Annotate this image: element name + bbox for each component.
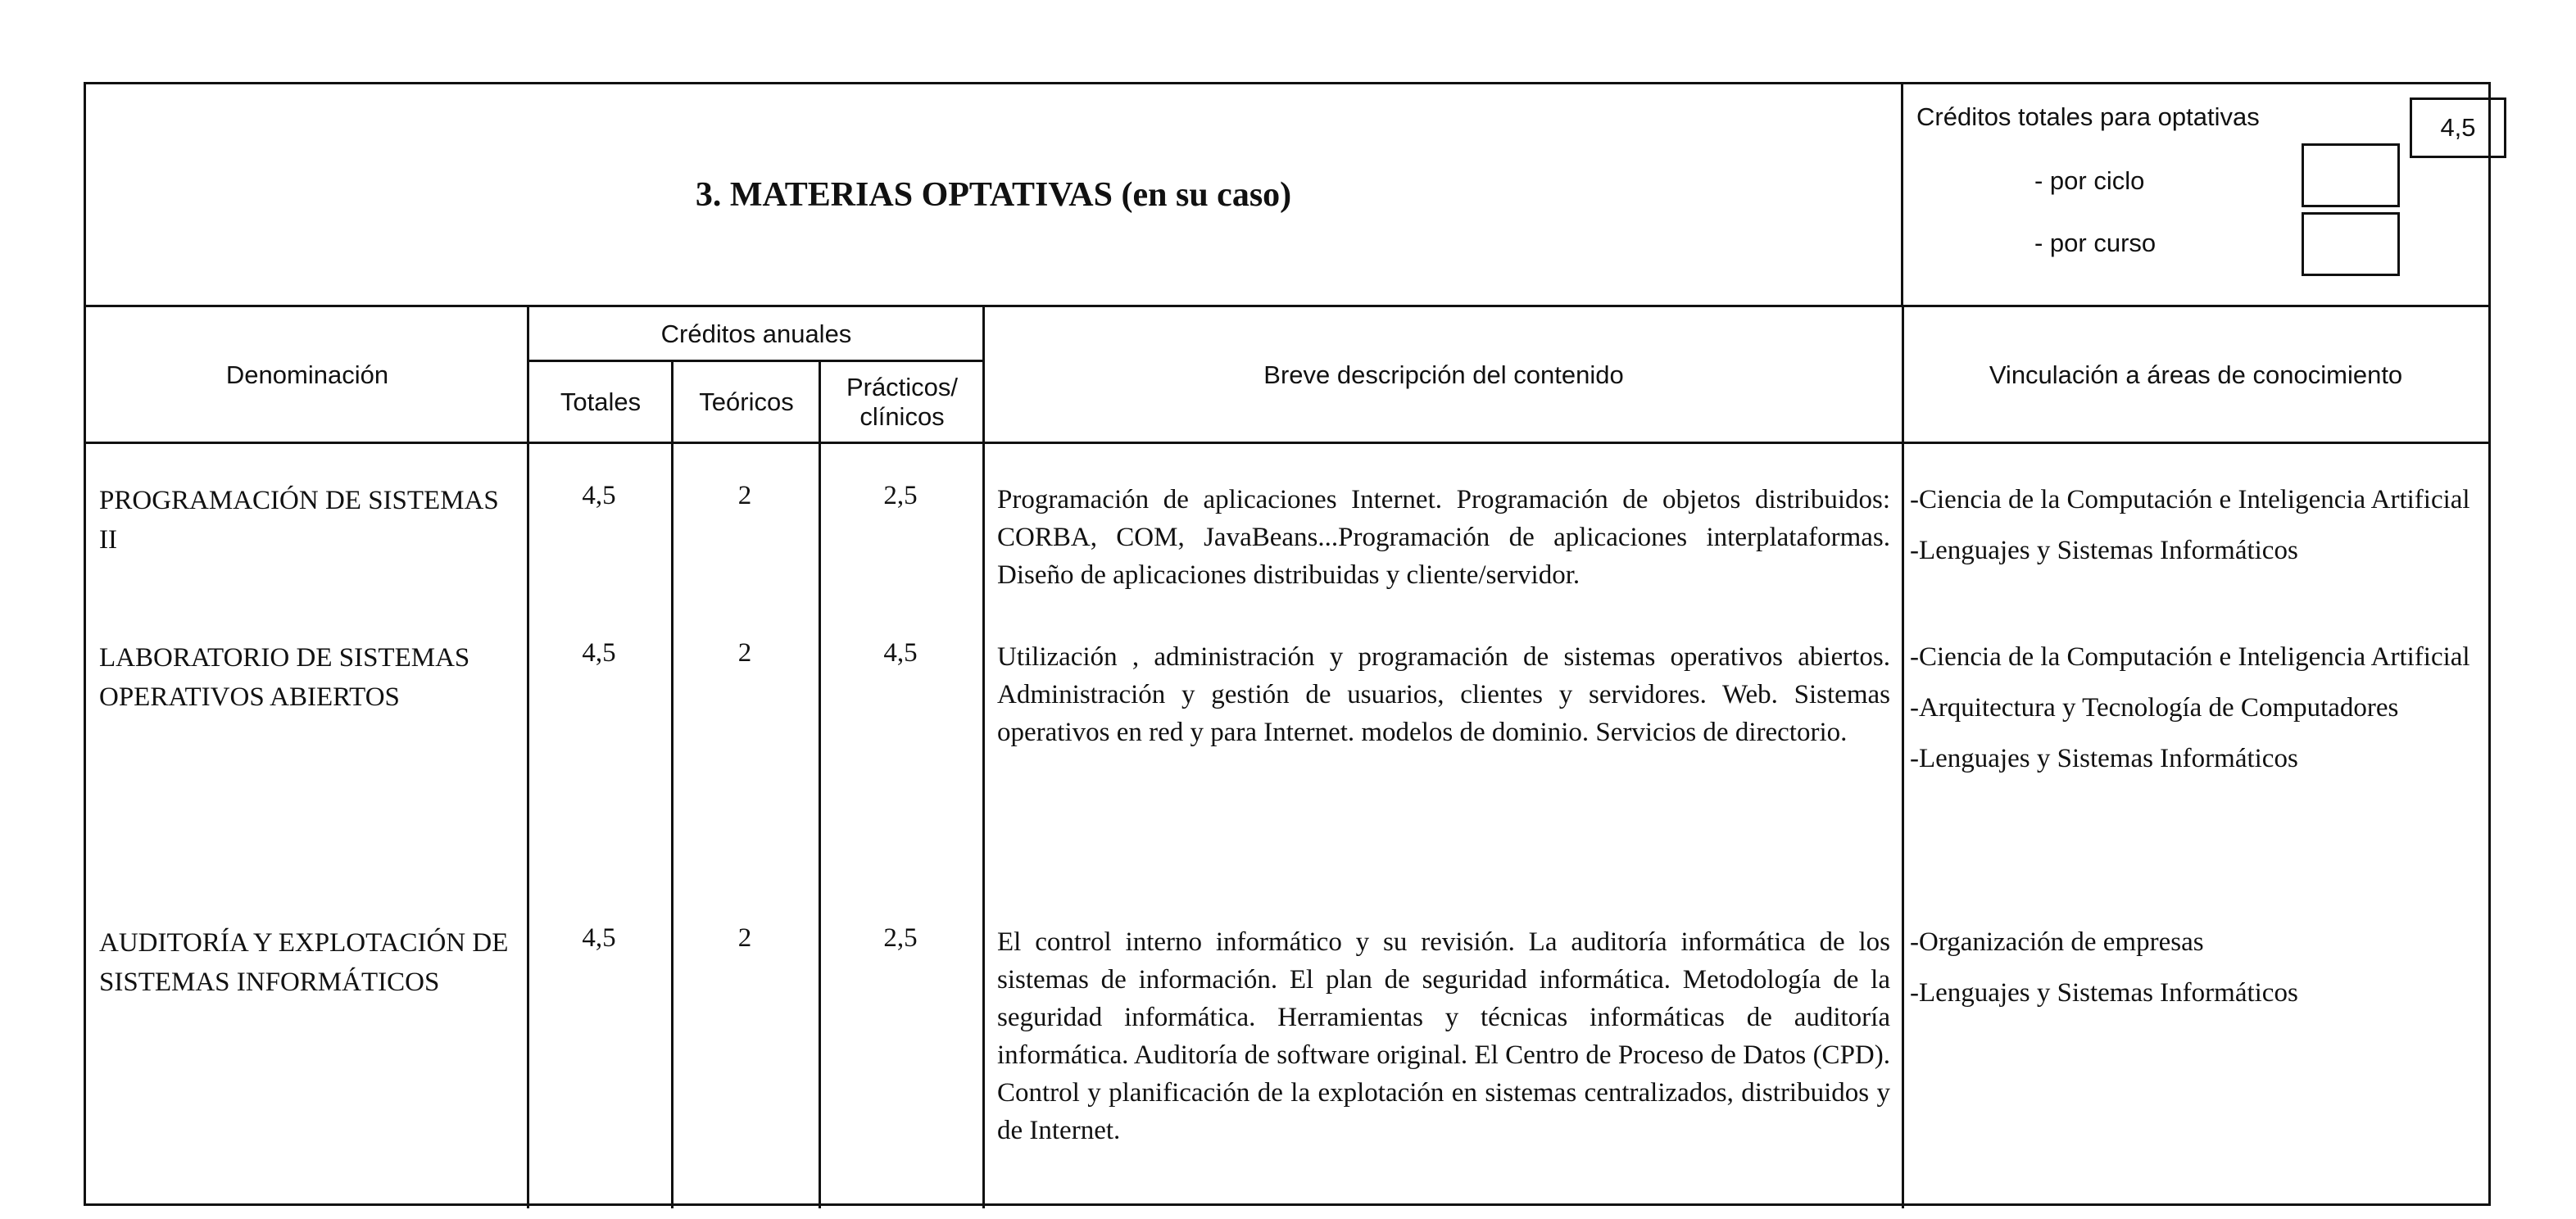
credits-group-label: Créditos anuales: [660, 319, 852, 348]
divider: [671, 360, 673, 1208]
credits-total-box: [2410, 97, 2506, 158]
column-header-totals: [528, 361, 673, 443]
divider: [982, 307, 985, 1208]
area-item: -Ciencia de la Computación e Inteligencia Artificial: [1910, 485, 2470, 514]
table-row-name: LABORATORIO DE SISTEMAS OPERATIVOS ABIERTOS: [99, 643, 470, 712]
row-practical: 2,5: [883, 923, 918, 953]
row-areas: [1910, 481, 2475, 582]
table-row-name: PROGRAMACIÓN DE SISTEMAS II: [99, 486, 499, 555]
area-item: -Ciencia de la Computación e Inteligencia Artificial: [1910, 642, 2470, 672]
area-item: -Lenguajes y Sistemas Informáticos: [1910, 744, 2298, 773]
row-totals: 4,5: [582, 923, 616, 953]
row-areas: [1910, 638, 2475, 791]
row-description: Programación de aplicaciones Internet. Programación de objetos distribuidos: CORBA, COM, JavaBeans...Programación de aplicaciones interplataformas. Diseño de aplicaciones distribuidas y cliente/servidor.: [997, 485, 1890, 590]
optional-subjects-table: [84, 82, 2491, 1206]
per-course-box: [2302, 212, 2400, 276]
credits-total-value: 4,5: [2440, 113, 2476, 142]
row-totals: 4,5: [582, 638, 616, 668]
column-header-areas: [1903, 307, 2488, 443]
row-theory: 2: [737, 638, 752, 668]
row-theory: 2: [737, 481, 752, 510]
row-areas: [1910, 923, 2475, 1025]
per-cycle-box: [2302, 143, 2400, 207]
row-practical: 4,5: [883, 638, 918, 668]
theory-label: Teóricos: [699, 387, 794, 416]
row-description: El control interno informático y su revisión. La auditoría informática de los sistemas de información. El plan de seguridad informática. Metodología de la seguridad informática. Herramientas y técnicas informáticas de auditoría informática. Auditoría de software original. El Centro de Proceso de Datos (CPD). Control y planificación de la explotación en sistemas centralizados, distribuidos y de Internet.: [997, 927, 1890, 1145]
column-header-practical: [820, 361, 984, 443]
area-item: -Lenguajes y Sistemas Informáticos: [1910, 536, 2298, 565]
area-item: -Lenguajes y Sistemas Informáticos: [1910, 978, 2298, 1008]
table-row-name: AUDITORÍA Y EXPLOTACIÓN DE SISTEMAS INFORMÁTICOS: [99, 928, 509, 997]
credits-panel: [1903, 84, 2488, 307]
divider: [528, 360, 984, 362]
per-cycle-label: - por ciclo: [2034, 166, 2145, 195]
row-theory: 2: [737, 923, 752, 953]
description-label: Breve descripción del contenido: [1263, 360, 1624, 389]
area-item: -Arquitectura y Tecnología de Computadores: [1910, 693, 2399, 723]
area-item: -Organización de empresas: [1910, 927, 2204, 957]
areas-label: Vinculación a áreas de conocimiento: [1989, 360, 2403, 389]
row-practical: 2,5: [883, 481, 918, 510]
title-cell: [86, 84, 1903, 307]
credits-total-label: Créditos totales para optativas: [1916, 102, 2260, 131]
divider: [1902, 307, 1904, 1208]
row-totals: 4,5: [582, 481, 616, 510]
column-header-name: [86, 307, 528, 443]
divider: [819, 360, 821, 1208]
totals-label: Totales: [560, 387, 642, 416]
practical-label: Prácticos/ clínicos: [846, 373, 959, 431]
divider: [527, 307, 529, 1208]
column-header-description: [984, 307, 1903, 443]
per-course-label: - por curso: [2034, 229, 2156, 257]
column-name-label: Denominación: [225, 360, 389, 389]
divider: [86, 442, 2488, 444]
row-description: Utilización , administración y programación de sistemas operativos abiertos. Administración y gestión de usuarios, clientes y servidores. Web. Sistemas operativos en red y para Internet. modelos de dominio. Servicios de directorio.: [997, 642, 1890, 747]
column-header-theory: [673, 361, 820, 443]
column-header-credits-group: [528, 307, 984, 361]
page-title: 3. MATERIAS OPTATIVAS (en su caso): [695, 175, 1292, 214]
